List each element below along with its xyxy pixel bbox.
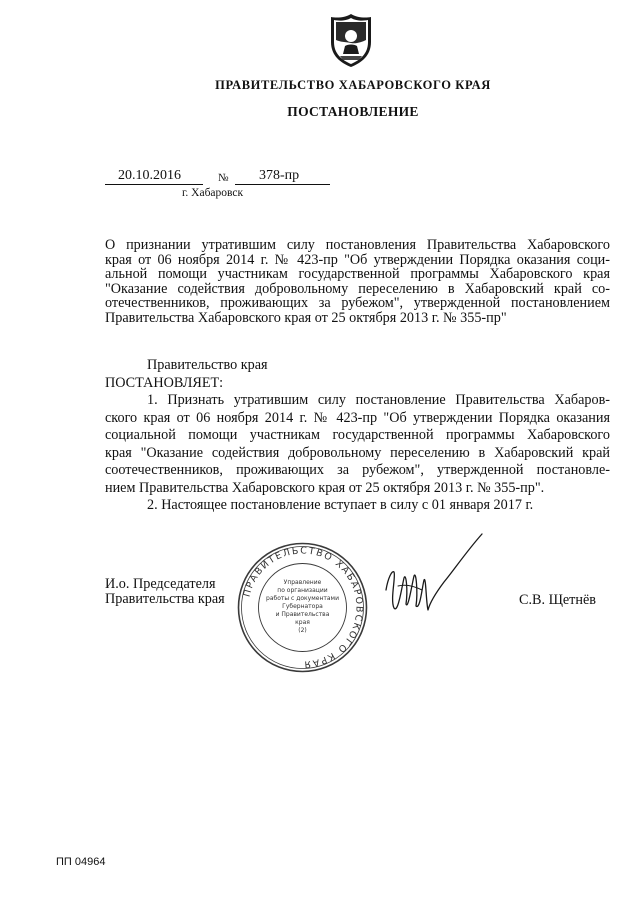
body-intro: Правительство края <box>147 357 268 373</box>
stamp-inner-line: края <box>295 619 310 626</box>
decree-word: ПОСТАНОВЛЯЕТ: <box>105 374 224 391</box>
official-stamp <box>235 540 370 675</box>
stamp-outer-text-path: ПРАВИТЕЛЬСТВО ХАБАРОВСКОГО КРАЯ <box>241 545 365 670</box>
item1-line: социальной помощи участникам государственной программы Хабаровского <box>105 427 610 443</box>
signatory-position <box>105 577 225 607</box>
stamp-inner-line: Управление <box>283 579 322 586</box>
position-line: Правительства края <box>105 591 225 607</box>
subject-line: края от 06 ноября 2014 г. № 423-пр "Об утверждении Порядка оказания соци- <box>105 251 610 268</box>
stamp-inner-line: Губернатора <box>282 603 323 610</box>
document-date: 20.10.2016 <box>105 168 203 185</box>
coat-of-arms-icon <box>328 12 374 68</box>
item2-line: 2. Настоящее постановление вступает в силу с 01 января 2017 г. <box>147 497 534 513</box>
document-body <box>105 357 610 515</box>
document-type: ПОСТАНОВЛЕНИЕ <box>287 104 419 119</box>
item1-line: края "Оказание содействия добровольному переселению в Хабаровский край <box>105 444 610 461</box>
item1-line: 1. Признать утратившим силу постановление Правительства Хабаров- <box>147 392 610 408</box>
subject-line: Правительства Хабаровского края от 25 октября 2013 г. № 355-пр" <box>105 309 507 326</box>
city-label: г. Хабаровск <box>182 187 244 199</box>
organization-title: ПРАВИТЕЛЬСТВО ХАБАРОВСКОГО КРАЯ <box>215 78 491 92</box>
item1-line: нием Правительства Хабаровского края от 25 октября 2013 г. № 355-пр". <box>105 479 545 496</box>
signatory-name: С.В. Щетнёв <box>519 592 596 608</box>
date-number-line <box>105 168 330 186</box>
handwritten-signature-icon <box>378 530 488 640</box>
stamp-inner-line: и Правительства <box>275 611 330 618</box>
position-line: И.о. Председателя <box>105 576 216 592</box>
document-number: 378-пр <box>235 168 330 185</box>
stamp-inner-line: (2) <box>298 627 307 634</box>
item1-line: соотечественников, проживающих за рубежом", утвержденной постановле- <box>105 462 610 478</box>
stamp-inner-line: работы с документами <box>266 595 339 602</box>
stamp-inner-line: по организации <box>277 587 328 594</box>
subject-line: О признании утратившим силу постановления Правительства Хабаровского <box>105 237 610 253</box>
document-subject <box>105 238 610 325</box>
subject-line: отечественников, проживающих за рубежом", утвержденной постановлением <box>105 295 610 311</box>
number-sign: № <box>218 172 229 184</box>
subject-line: "Оказание содействия добровольному переселению в Хабаровский край со- <box>105 280 610 297</box>
document-code: ПП 04964 <box>56 856 106 868</box>
subject-line: альной помощи участникам государственной программы Хабаровского края <box>105 266 610 282</box>
item1-line: ского края от 06 ноября 2014 г. № 423-пр "Об утверждении Порядка оказания <box>105 409 610 426</box>
